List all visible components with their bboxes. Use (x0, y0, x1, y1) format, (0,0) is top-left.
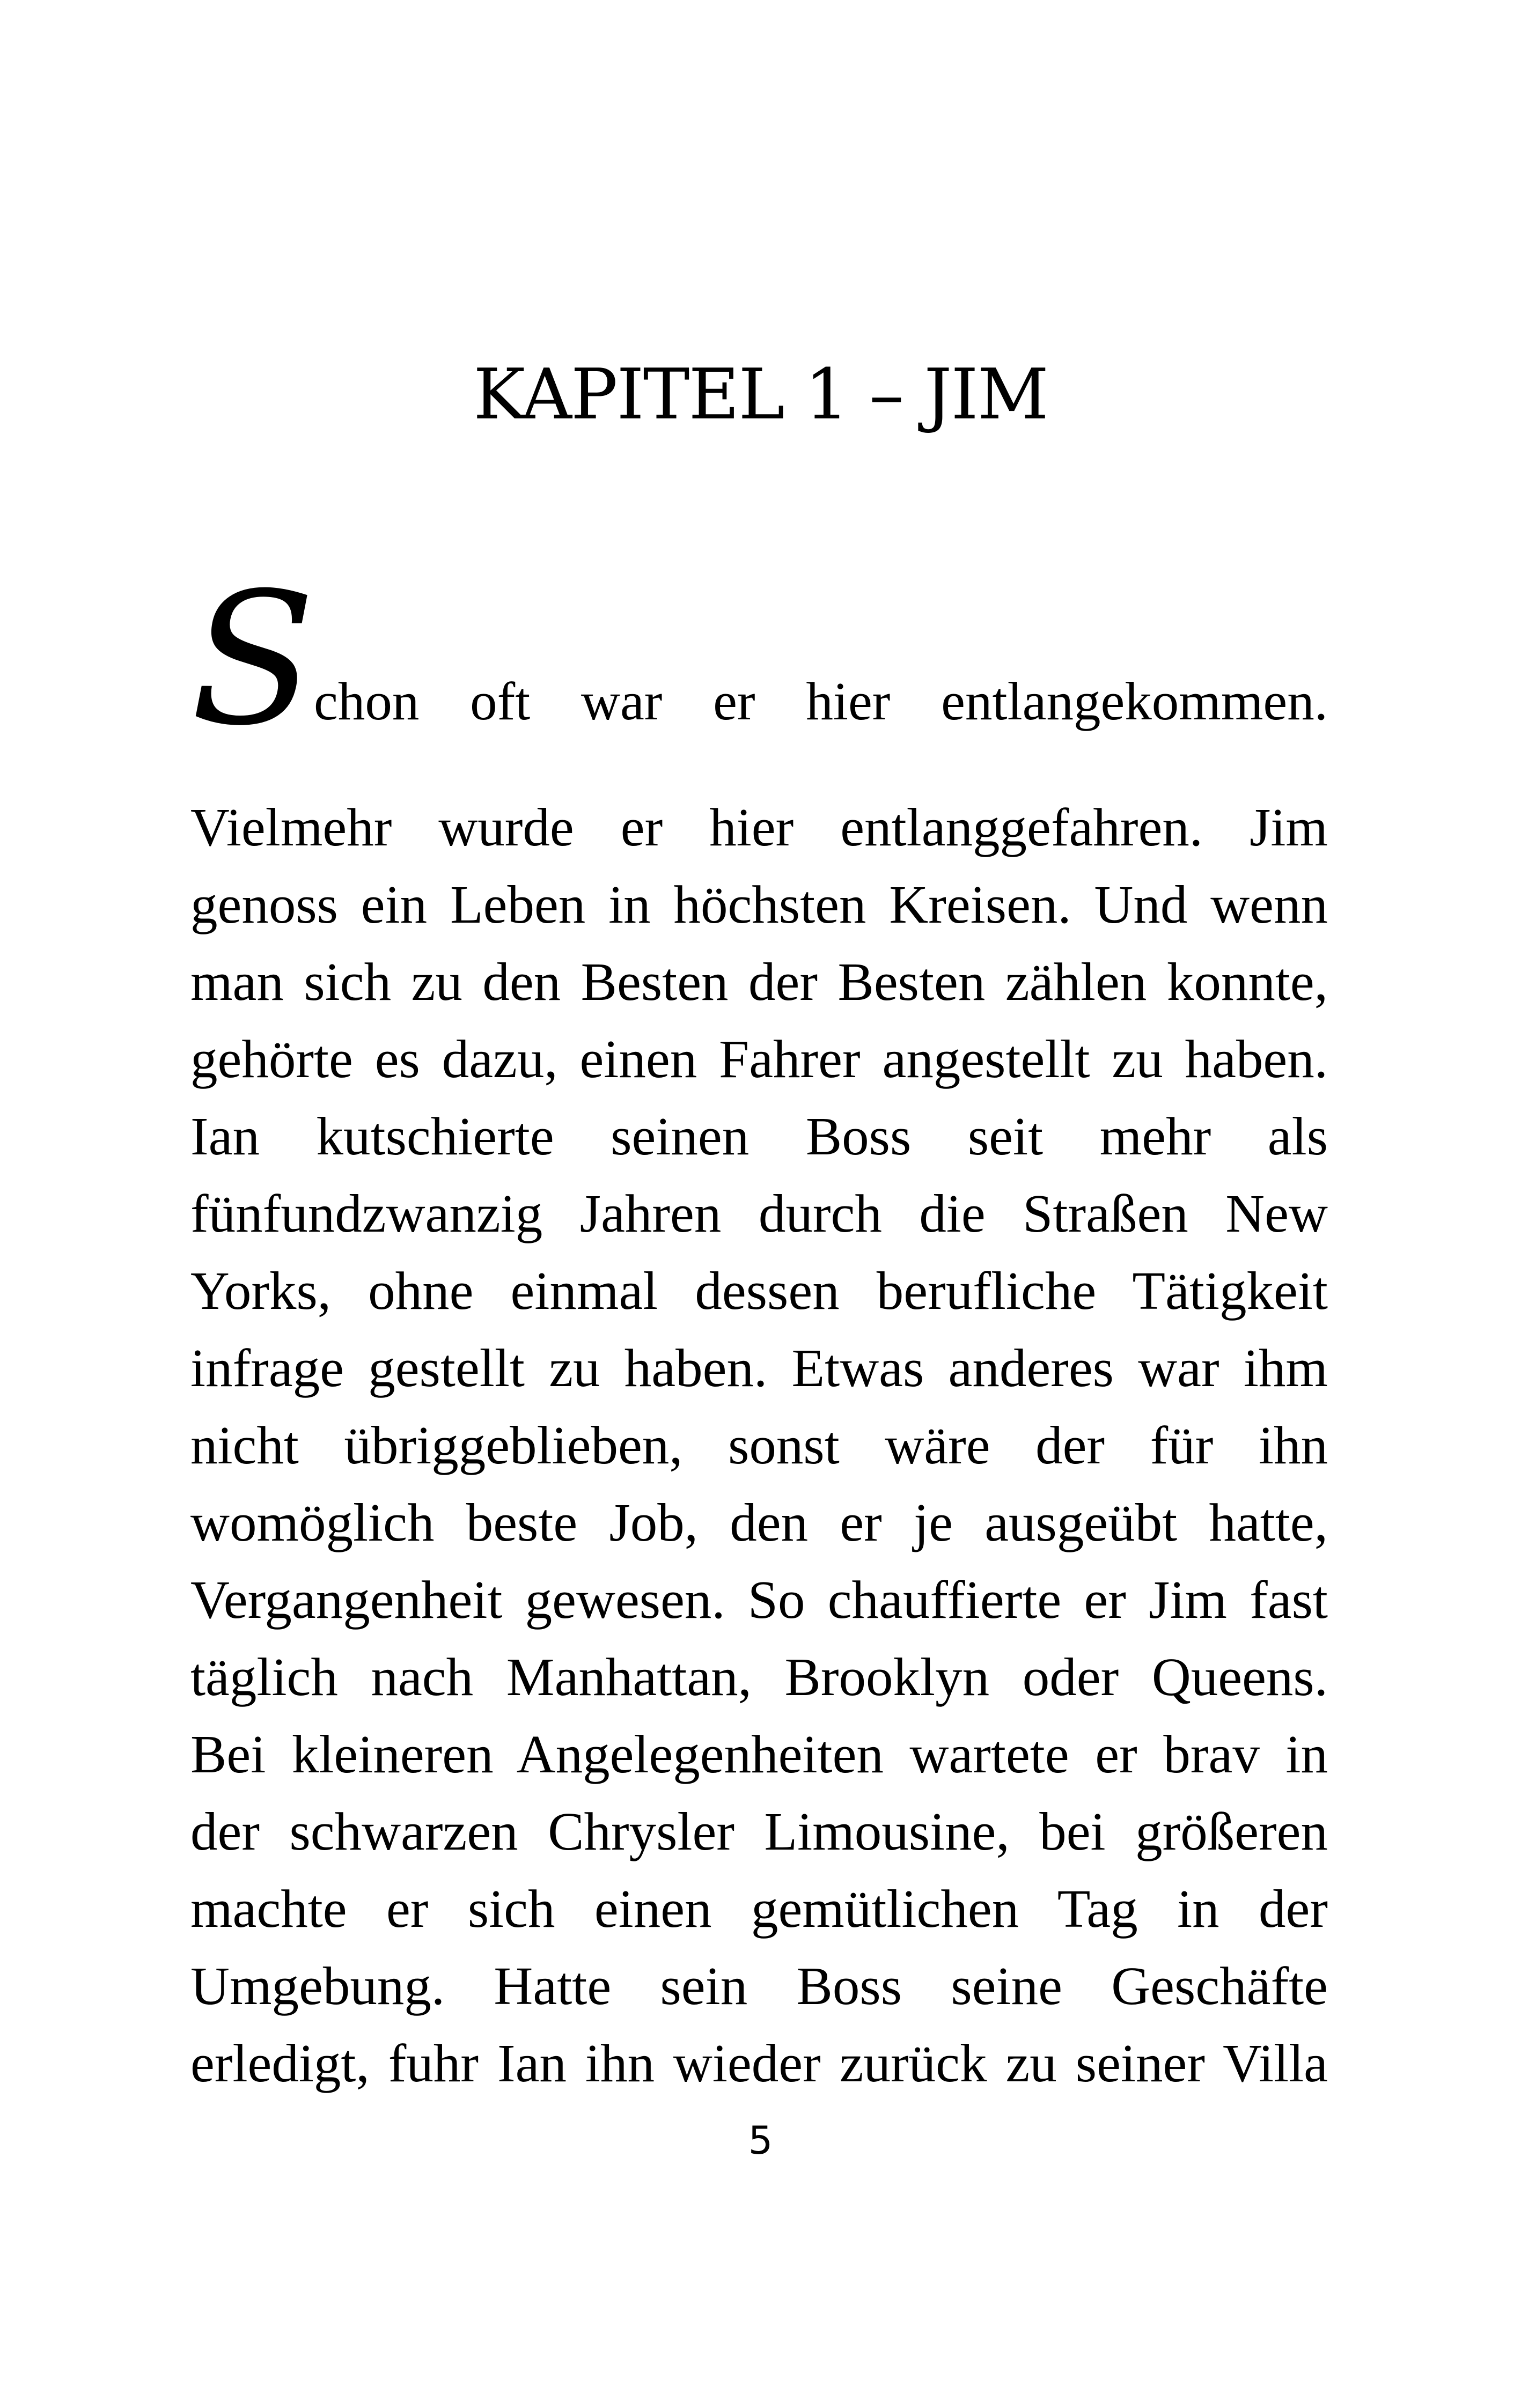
text-line: erledigt, fuhr Ian ihn wieder zurück zu seiner Villa (190, 2033, 1328, 2093)
text-line: Vielmehr wurde er hier entlanggefahren. Jim (190, 797, 1328, 857)
text-line: Ian kutschierte seinen Boss seit mehr als (190, 1106, 1328, 1166)
text-line: fünfundzwanzig Jahren durch die Straßen New (190, 1183, 1328, 1243)
text-line: genoss ein Leben in höchsten Kreisen. Und wenn (190, 874, 1328, 934)
text-line: Vergangenheit gewesen. So chauffierte er Jim fast (190, 1570, 1328, 1630)
text-line: der schwarzen Chrysler Limousine, bei größeren (190, 1801, 1328, 1861)
opening-line-text: chon oft war er hier entlangekommen. (314, 671, 1328, 731)
text-line: gehörte es dazu, einen Fahrer angestellt zu haben. (190, 1029, 1328, 1089)
page-number: 5 (748, 2118, 773, 2163)
text-line: man sich zu den Besten der Besten zählen konnte, (190, 952, 1328, 1012)
text-line: täglich nach Manhattan, Brooklyn oder Queens. (190, 1647, 1328, 1707)
drop-cap: S (190, 554, 315, 766)
text-line: Umgebung. Hatte sein Boss seine Geschäfte (190, 1956, 1328, 2016)
opening-line (190, 554, 1328, 766)
text-line: machte er sich einen gemütlichen Tag in der (190, 1879, 1328, 1939)
text-line: nicht übriggeblieben, sonst wäre der für ihn (190, 1415, 1328, 1475)
text-line: Bei kleineren Angelegenheiten wartete er brav in (190, 1724, 1328, 1784)
body-paragraph (190, 789, 1328, 2102)
chapter-title: KAPITEL 1 – JIM (473, 354, 1048, 435)
text-line: Yorks, ohne einmal dessen berufliche Tätigkeit (190, 1261, 1328, 1321)
text-line: infrage gestellt zu haben. Etwas anderes war ihm (190, 1338, 1328, 1398)
text-line: womöglich beste Job, den er je ausgeübt hatte, (190, 1492, 1328, 1552)
